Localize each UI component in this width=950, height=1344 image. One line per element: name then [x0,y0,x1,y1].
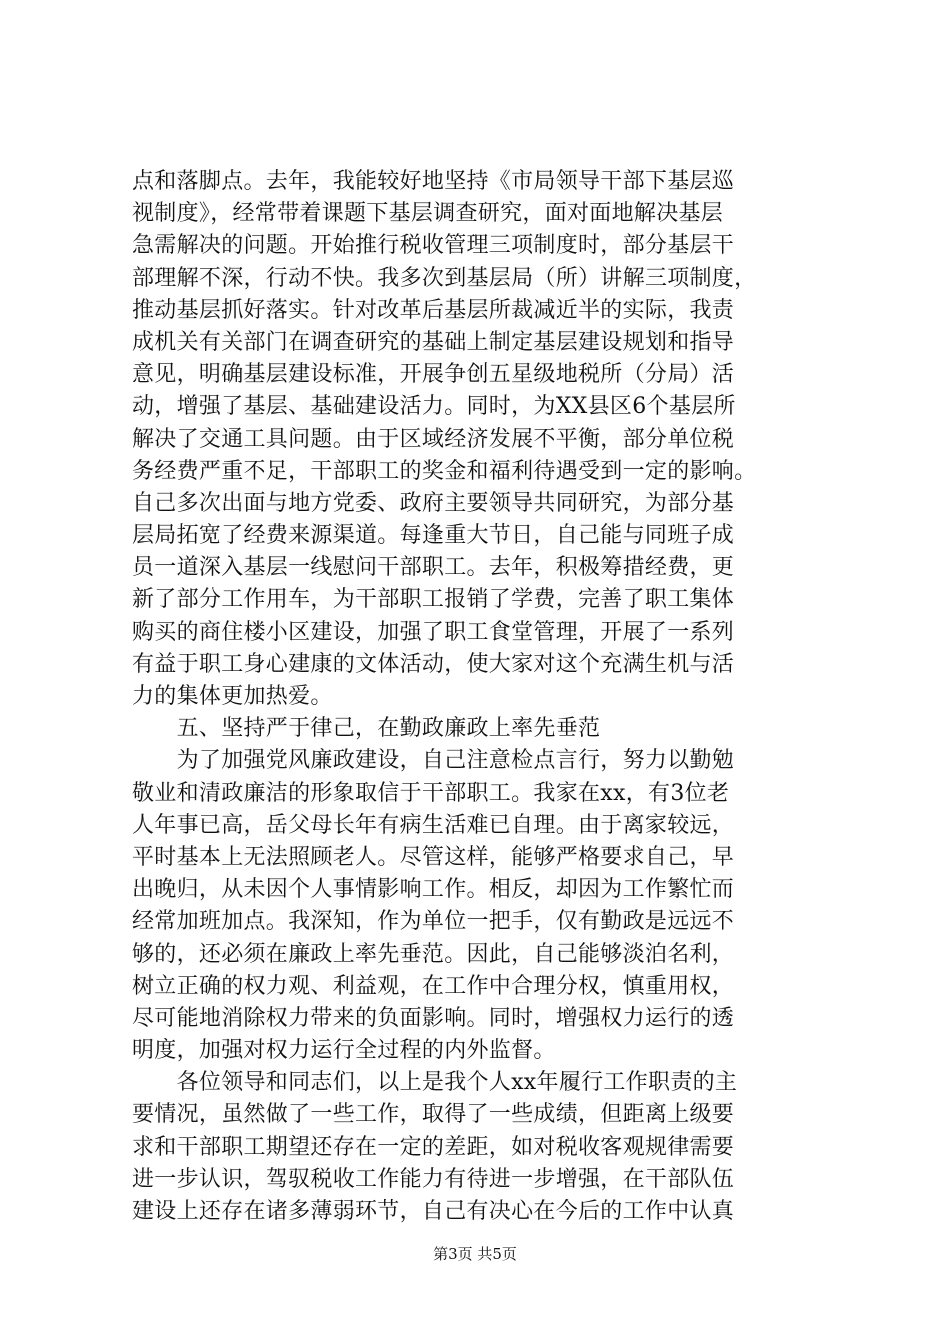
text-line: 部理解不深，行动不快。我多次到基层局（所）讲解三项制度， [132,265,757,291]
text-line: 解决了交通工具问题。由于区域经济发展不平衡，部分单位税 [132,426,735,452]
text-line: 点和落脚点。去年，我能较好地坚持《市局领导干部下基层巡 [132,169,735,194]
text-line: 购买的商住楼小区建设，加强了职工食堂管理，开展了一系列 [132,619,735,645]
text-line: 急需解决的问题。开始推行税收管理三项制度时，部分基层干 [132,233,735,259]
text-line: 层局拓宽了经费来源渠道。每逢重大节日，自己能与同班子成 [132,523,735,549]
text-line: 建设上还存在诸多薄弱环节，自己有决心在今后的工作中认真 [132,1199,735,1224]
text-line: 为了加强党风廉政建设，自己注意检点言行，努力以勤勉 [132,748,735,774]
text-line: 有益于职工身心建康的文体活动，使大家对这个充满生机与活 [132,651,735,677]
text-line: 尽可能地消除权力带来的负面影响。同时，增强权力运行的透 [132,1005,735,1031]
text-line: 进一步认识，驾驭税收工作能力有待进一步增强，在干部队伍 [132,1166,735,1192]
text-line: 新了部分工作用车，为干部职工报销了学费，完善了职工集体 [132,587,735,613]
text-line: 经常加班加点。我深知，作为单位一把手，仅有勤政是远远不 [132,909,735,935]
text-line: 视制度》，经常带着课题下基层调查研究，面对面地解决基层 [132,201,724,227]
text-line: 树立正确的权力观、利益观，在工作中合理分权，慎重用权， [132,973,735,999]
text-line: 明度，加强对权力运行全过程的内外监督。 [132,1038,556,1064]
text-line: 敬业和清政廉洁的形象取信于干部职工。我家在xx，有3位老 [132,780,730,806]
text-line: 各位领导和同志们，以上是我个人xx年履行工作职责的主 [132,1070,738,1096]
text-line: 出晚归，从未因个人事情影响工作。相反，却因为工作繁忙而 [132,877,735,903]
text-line: 力的集体更加热爱。 [132,684,333,709]
text-line: 人年事已高，岳父母长年有病生活难已自理。由于离家较远， [132,812,735,838]
text-line: 动，增强了基层、基础建设活力。同时，为XX县区6个基层所 [132,394,736,420]
text-line: 推动基层抓好落实。针对改革后基层所裁减近半的实际，我责 [132,297,735,323]
text-line: 自己多次出面与地方党委、政府主要领导共同研究，为部分基 [132,490,735,516]
text-line: 务经费严重不足，干部职工的奖金和福利待遇受到一定的影响。 [132,458,757,484]
text-line: 五、坚持严于律己，在勤政廉政上率先垂范 [132,716,601,742]
text-line: 员一道深入基层一线慰问干部职工。去年，积极筹措经费，更 [132,555,735,581]
document-body [132,166,852,1228]
text-line: 成机关有关部门在调查研究的基础上制定基层建设规划和指导 [132,329,735,355]
text-line: 意见，明确基层建设标准，开展争创五星级地税所（分局）活 [132,362,735,388]
page-footer: 第3页 共5页 [433,1245,517,1263]
text-line: 平时基本上无法照顾老人。尽管这样，能够严格要求自己，早 [132,844,735,870]
text-line: 要情况，虽然做了一些工作，取得了一些成绩，但距离上级要 [132,1102,735,1128]
text-line: 求和干部职工期望还存在一定的差距，如对税收客观规律需要 [132,1134,735,1160]
text-line: 够的，还必须在廉政上率先垂范。因此，自己能够淡泊名利， [132,941,735,967]
